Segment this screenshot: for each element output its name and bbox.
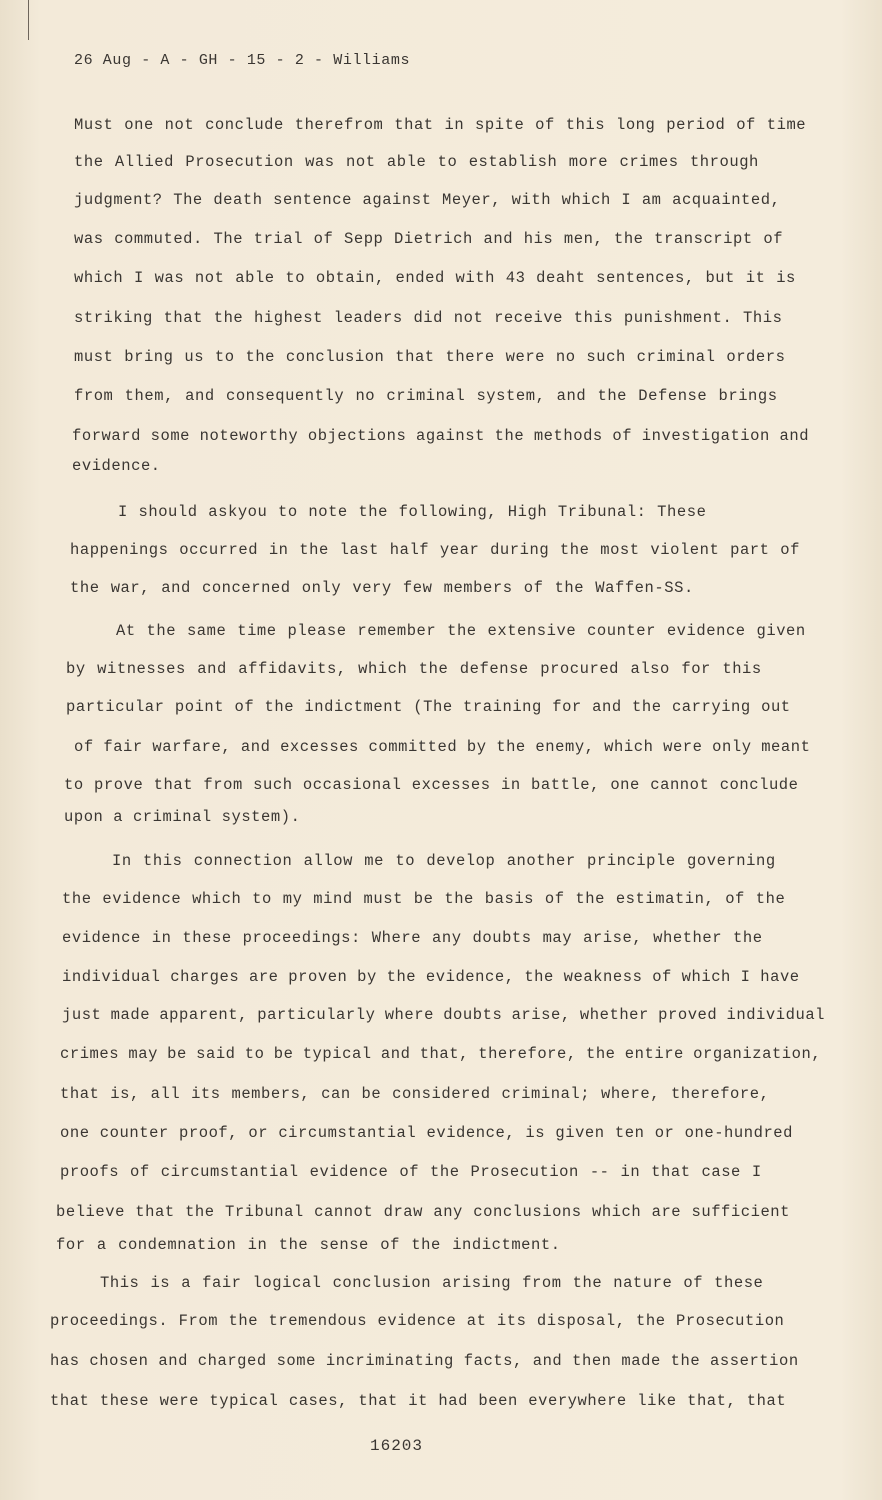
text-line: has chosen and charged some incriminating facts, and then made the assertion bbox=[50, 1352, 799, 1370]
text-line: the war, and concerned only very few members of the Waffen-SS. bbox=[70, 579, 694, 597]
text-line: the evidence which to my mind must be the basis of the estimatin, of the bbox=[62, 890, 786, 908]
text-line: judgment? The death sentence against Meyer, with which I am acquainted, bbox=[74, 191, 781, 209]
text-line: forward some noteworthy objections against the methods of investigation and bbox=[72, 427, 810, 445]
text-line: evidence. bbox=[72, 457, 161, 475]
page-header: 26 Aug - A - GH - 15 - 2 - Williams bbox=[74, 52, 411, 69]
text-line: one counter proof, or circumstantial evidence, is given ten or one-hundred bbox=[60, 1124, 794, 1142]
text-line: evidence in these proceedings: Where any doubts may arise, whether the bbox=[62, 929, 763, 947]
text-line: that these were typical cases, that it had been everywhere like that, that bbox=[50, 1392, 787, 1410]
text-line: from them, and consequently no criminal system, and the Defense brings bbox=[74, 387, 778, 405]
text-line: proceedings. From the tremendous evidence at its disposal, the Prosecution bbox=[50, 1312, 785, 1330]
text-line: crimes may be said to be typical and that, therefore, the entire organization, bbox=[60, 1045, 822, 1063]
text-line: particular point of the indictment (The training for and the carrying out bbox=[66, 698, 791, 716]
text-line: This is a fair logical conclusion arising from the nature of these bbox=[100, 1274, 764, 1292]
text-line: the Allied Prosecution was not able to establish more crimes through bbox=[74, 153, 759, 171]
page-number: 16203 bbox=[370, 1437, 424, 1455]
text-line: At the same time please remember the extensive counter evidence given bbox=[116, 622, 806, 640]
text-line: In this connection allow me to develop another principle governing bbox=[112, 852, 776, 870]
text-line: upon a criminal system). bbox=[64, 808, 301, 826]
text-line: must bring us to the conclusion that there were no such criminal orders bbox=[74, 348, 786, 366]
text-line: just made apparent, particularly where doubts arise, whether proved individual bbox=[62, 1006, 826, 1024]
text-line: individual charges are proven by the evidence, the weakness of which I have bbox=[62, 968, 800, 986]
text-line: by witnesses and affidavits, which the defense procured also for this bbox=[66, 660, 762, 678]
text-line: which I was not able to obtain, ended with 43 deaht sentences, but it is bbox=[74, 269, 796, 287]
text-line: of fair warfare, and excesses committed by the enemy, which were only meant bbox=[74, 738, 811, 756]
text-line: I should askyou to note the following, High Tribunal: These bbox=[118, 503, 707, 521]
text-line: was commuted. The trial of Sepp Dietrich and his men, the transcript of bbox=[74, 230, 784, 248]
text-line: that is, all its members, can be considered criminal; where, therefore, bbox=[60, 1085, 770, 1103]
text-line: to prove that from such occasional excesses in battle, one cannot conclude bbox=[64, 776, 799, 794]
text-line: proofs of circumstantial evidence of the Prosecution -- in that case I bbox=[60, 1163, 762, 1181]
text-line: believe that the Tribunal cannot draw any conclusions which are sufficient bbox=[56, 1203, 791, 1221]
text-line: for a condemnation in the sense of the indictment. bbox=[56, 1236, 561, 1254]
page-edge-mark bbox=[28, 0, 29, 40]
text-line: happenings occurred in the last half year during the most violent part of bbox=[70, 541, 800, 559]
text-line: striking that the highest leaders did not receive this punishment. This bbox=[74, 309, 783, 327]
text-line: Must one not conclude therefrom that in spite of this long period of time bbox=[74, 116, 807, 134]
